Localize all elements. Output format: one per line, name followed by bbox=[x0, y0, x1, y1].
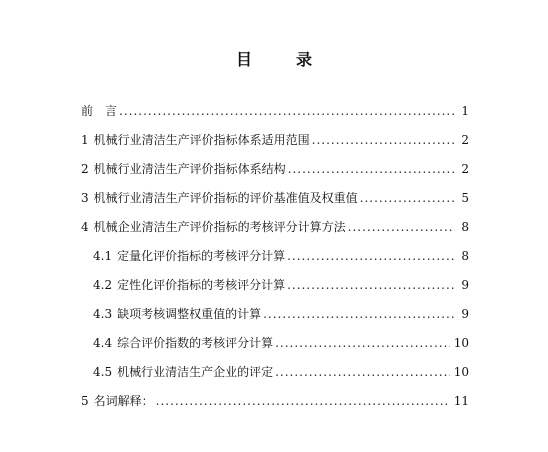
toc-entry-number: 4.5 bbox=[93, 365, 113, 379]
toc-subentry bbox=[81, 329, 469, 358]
toc-leader-dots bbox=[275, 358, 450, 387]
toc-entry-text bbox=[93, 300, 261, 329]
toc-entry-number: 4.4 bbox=[93, 336, 113, 350]
toc-entry-number: 4.1 bbox=[93, 249, 113, 263]
toc-entry-page: 8 bbox=[461, 249, 469, 263]
toc-entry bbox=[81, 155, 469, 184]
toc-entry-page: 1 bbox=[461, 104, 469, 118]
toc-leader-dots bbox=[287, 271, 455, 300]
toc-entry-title: 缺项考核调整权重值的计算 bbox=[117, 307, 262, 321]
toc-entry-title: 机械行业清洁生产评价指标的评价基准值及权重值 bbox=[93, 191, 358, 205]
toc-leader-dots bbox=[156, 387, 450, 416]
toc-entry-text bbox=[93, 242, 285, 271]
toc-leader-dots bbox=[119, 97, 455, 126]
toc-entry-page: 10 bbox=[453, 336, 469, 350]
toc-entry-title: 前 言 bbox=[81, 104, 118, 118]
toc-entry bbox=[81, 213, 469, 242]
toc-entry-title: 定量化评价指标的考核评分计算 bbox=[117, 249, 286, 263]
toc-entry-page: 2 bbox=[461, 162, 469, 176]
toc-entry-text bbox=[81, 213, 346, 242]
toc-entry-text bbox=[93, 329, 273, 358]
toc-entry-text bbox=[81, 155, 286, 184]
toc-entry-page: 10 bbox=[453, 365, 469, 379]
toc-entry-title: 名词解释： bbox=[93, 394, 154, 408]
toc-leader-dots bbox=[263, 300, 455, 329]
toc-entry-page: 5 bbox=[461, 191, 469, 205]
toc-entry-text bbox=[81, 97, 117, 126]
toc-entry-title: 机械行业清洁生产评价指标体系适用范围 bbox=[93, 133, 310, 147]
toc-entry-text bbox=[81, 387, 154, 416]
toc-entry-text bbox=[81, 126, 310, 155]
toc-entry-text bbox=[93, 271, 285, 300]
toc-entry bbox=[81, 97, 469, 126]
toc-entry-text bbox=[81, 184, 358, 213]
toc-leader-dots bbox=[360, 184, 455, 213]
toc-entry-number: 2 bbox=[81, 162, 89, 176]
toc-leader-dots bbox=[312, 126, 455, 155]
toc-entry-page: 9 bbox=[461, 278, 469, 292]
toc-subentry bbox=[81, 271, 469, 300]
toc-list bbox=[81, 97, 469, 416]
toc-entry-page: 11 bbox=[453, 394, 469, 408]
toc-entry-number: 4.3 bbox=[93, 307, 113, 321]
toc-entry-title: 机械行业清洁生产评价指标体系结构 bbox=[93, 162, 286, 176]
toc-entry-title: 机械企业清洁生产评价指标的考核评分计算方法 bbox=[93, 220, 346, 234]
toc-entry bbox=[81, 387, 469, 416]
toc-entry-title: 综合评价指数的考核评分计算 bbox=[117, 336, 274, 350]
toc-entry bbox=[81, 184, 469, 213]
toc-entry-number: 4 bbox=[81, 220, 89, 234]
toc-entry-number: 1 bbox=[81, 133, 89, 147]
toc-entry-page: 9 bbox=[461, 307, 469, 321]
toc-entry-page: 8 bbox=[461, 220, 469, 234]
toc-entry bbox=[81, 126, 469, 155]
toc-entry-text bbox=[93, 358, 273, 387]
toc-entry-number: 4.2 bbox=[93, 278, 113, 292]
toc-entry-number: 3 bbox=[81, 191, 89, 205]
toc-leader-dots bbox=[348, 213, 455, 242]
toc-subentry bbox=[81, 358, 469, 387]
toc-entry-page: 2 bbox=[461, 133, 469, 147]
toc-leader-dots bbox=[287, 242, 455, 271]
toc-subentry bbox=[81, 300, 469, 329]
toc-entry-number: 5 bbox=[81, 394, 89, 408]
toc-entry-title: 机械行业清洁生产企业的评定 bbox=[117, 365, 274, 379]
toc-leader-dots bbox=[288, 155, 455, 184]
toc-leader-dots bbox=[275, 329, 450, 358]
toc-subentry bbox=[81, 242, 469, 271]
toc-title: 目 录 bbox=[235, 50, 326, 69]
toc-entry-title: 定性化评价指标的考核评分计算 bbox=[117, 278, 286, 292]
